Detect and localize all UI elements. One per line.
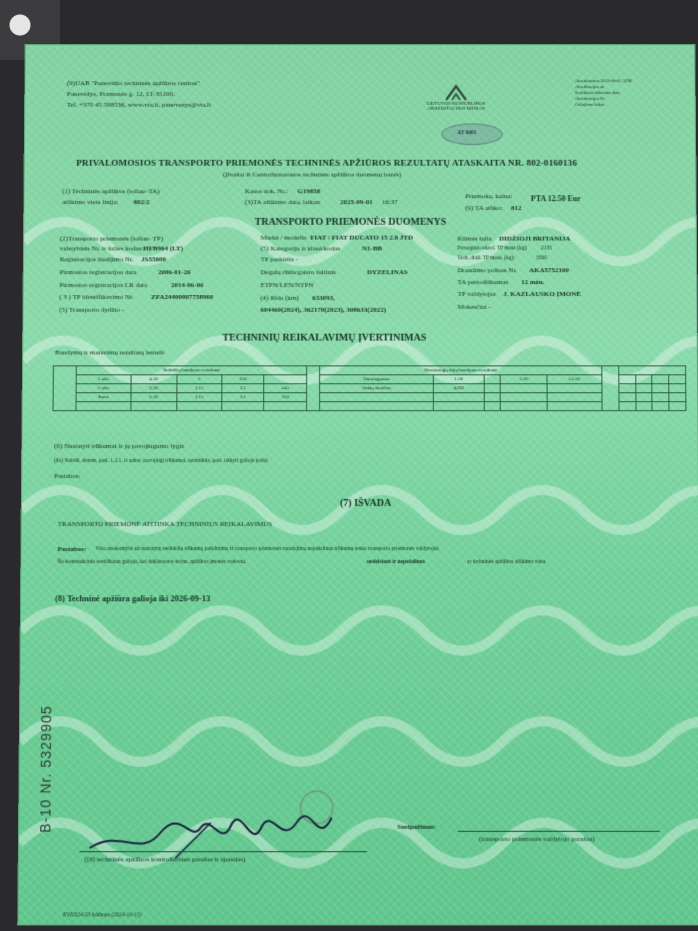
curb-mass-label: Pavarginio ekzol. TP masė (kg): <box>457 245 528 252</box>
brakes-cell: 250 <box>264 393 307 402</box>
lt-reg-date: 2014-06-06 <box>170 281 204 290</box>
remarks-label: Pastabos: <box>54 472 81 480</box>
odometer-history: 604460(2024), 362170(2023), 308633(2022) <box>260 305 386 314</box>
issuer-contacts: Tel. +370 45 508536, www.vta.lt, panevezys@vta.lt <box>66 100 212 109</box>
form-footer: KVI2024/20 leidimas (2024-10-15) <box>62 912 142 919</box>
conclusion-text: TRANSPORTO PRIEMONĖ ATITINKA TECHNINIUS REIKALAVIMUS <box>57 520 273 529</box>
station-line: 802/2 <box>133 198 150 207</box>
reg-label: (2)Transporto priemonės (toliau- TP) <box>59 234 164 243</box>
lt-reg-label: Pirmosios registracijos LR data <box>59 281 148 290</box>
odometer-label: (4) Rida (km) <box>260 293 299 302</box>
category-label: (5) Kategorija ir klasė/kodas <box>260 244 341 253</box>
authority-name-1: LIETUVOS RESPUBLIKOS <box>426 101 486 107</box>
accreditation-badge: AT 0001 <box>457 130 477 137</box>
brakes-cell: 3.1 <box>222 384 264 393</box>
receipt-label: Kasos dok. Nr.: <box>244 187 289 196</box>
inspector-label: (9) TA atliko: <box>465 204 503 212</box>
brakes-cell: 2.11 <box>177 384 223 393</box>
inspection-date: 2025-09-01 <box>340 198 373 207</box>
odometer: 633093, <box>312 293 335 302</box>
owner-signature-line <box>458 831 660 832</box>
country-label: Kilmės šalis <box>457 234 492 243</box>
requirements-heading: TECHNINIŲ REIKALAVIMŲ ĮVERTINIMAS <box>222 332 427 344</box>
period: 12 mėn. <box>521 278 545 287</box>
fees-label: Mokesčiai - <box>457 302 491 311</box>
purpose-label: TP paskirtis - <box>260 255 298 264</box>
emissions-cell: 4250 <box>434 384 484 393</box>
owner: J. KAZLAUSKO ĮMONĖ <box>503 290 581 298</box>
emissions-cell: Dūmingumas <box>320 375 434 384</box>
validity: (8) Techninė apžiūra galioja iki 2026-09-13 <box>55 593 211 604</box>
top-right-info <box>575 78 632 107</box>
reg-cert-label: Registracijos liudijimo Nr. <box>59 255 134 264</box>
station-line-label: atlikimo vieta linija: <box>62 198 119 207</box>
receipt-number: G19858 <box>297 187 321 196</box>
brakes-cell: 1 ašis <box>76 375 130 384</box>
insurance-number: AKA5752100 <box>529 266 569 275</box>
reg-cert: JS55800 <box>141 255 166 264</box>
issuer-address: Panevėžys, Pramonės g. 12, LT-35100, <box>66 90 175 98</box>
vehicle-heading: TRANSPORTO PRIEMONĖS DUOMENYS <box>254 216 447 228</box>
etpn-label: ETPN/LEN/NTPN <box>260 281 314 290</box>
reg-sub-label: valstybinis Nr. ir šalies kodas: <box>59 244 144 253</box>
first-reg-date: 2006-01-26 <box>158 268 191 277</box>
conclusion-note-text: Visa atsakomybė už nustatytų nedidelių trūkumų pašalinimą iš transporto priemonės naudojimą nepašalinus trūkumų tenka transporto priemonės valdytojui. <box>95 546 440 553</box>
brakes-cell <box>264 375 307 384</box>
brakes-cell: 2.50 <box>131 384 177 393</box>
brakes-cell: ≥45 <box>264 384 307 393</box>
test-results-table <box>53 365 687 411</box>
emissions-cell <box>484 375 501 384</box>
make-model: FIAT / FIAT DUCATO 15 2.8 JTD <box>310 233 413 242</box>
inspection-time: 16:37 <box>381 198 398 207</box>
emissions-cell: 1.00 <box>501 375 547 384</box>
serial-number: B-10 Nr. 5329905 <box>37 705 55 833</box>
reg-number: HFB964 (LT) <box>143 244 184 253</box>
inspector-code: 812 <box>510 204 522 212</box>
emissions-cell: ≤1.00 <box>547 375 602 384</box>
conclusion-note-text-3: ar techninės apžiūros atlikimo vieta <box>467 559 546 566</box>
inspector-signature-line <box>79 851 367 852</box>
brakes-cell: 3.1 <box>222 393 264 402</box>
max-mass-label: Tech. didž. TP masė, (kg): <box>457 255 515 262</box>
report-subtitle: (Įbrašai iš Centralizuotosios techninės apžiūros duomenų bazės) <box>223 170 402 179</box>
brakes-cell: 250 <box>222 375 264 384</box>
country: DIDŽIOJI BRITANIJA <box>499 234 571 243</box>
defects-label: (6) Nustatyti trūkumai ir jų pavojingumo lygis <box>54 442 185 451</box>
vin: ZFA24400007758960 <box>150 292 214 301</box>
period-label: TA periodiškumas <box>457 278 509 287</box>
agreement-label: Susipažinau: <box>397 822 437 831</box>
conclusion-heading: (7) IŠVADA <box>339 497 392 510</box>
owner-label: TP valdytojas <box>457 290 496 298</box>
inspector-signature-caption: ((9) techninės apžiūros kontrolieriaus parašas ir spaudas) <box>84 855 246 864</box>
fuel: DYZELINAS <box>366 268 408 277</box>
brakes-cell: 2.50 <box>130 393 176 402</box>
vin-label: ( 3 ) TP identifikavimo Nr. <box>59 292 134 301</box>
accreditation-emblem-icon <box>443 82 469 102</box>
station-label: (1) Techninės apžiūros (toliau–TA) <box>62 187 160 196</box>
price: PTA 12.50 Eur <box>530 194 581 204</box>
inspection-report-sheet <box>18 45 698 925</box>
conclusion-note-bold: nedelsiant ir nepašalinus <box>367 559 426 566</box>
max-mass: 3500 <box>536 255 547 262</box>
top-right-line: Akreditacijos sk. <box>574 84 606 90</box>
emissions-cell: 1.00 <box>434 375 484 384</box>
brakes-cell: 4.50 <box>131 375 177 384</box>
brakes-cell: 1 <box>177 375 222 384</box>
brakes-header: Stabdžių bandymo rezultatai <box>76 366 306 375</box>
issuer-name: (9)UAB "Panevėžio techninės apžiūros centras" <box>66 79 201 88</box>
owner-signature-caption: (transporto priemonės valdytojo parašas) <box>479 834 595 844</box>
report-title: PRIVALOMOSIOS TRANSPORTO PRIEMONĖS TECHNINĖS APŽIŪROS REZULTATŲ ATASKAITA NR. 802-0160136 <box>76 157 578 168</box>
price-label: Priemoka, kaina: <box>465 192 513 201</box>
tests-label: Bandymų ir matavimų rezultatų lentelė <box>54 348 165 357</box>
top-right-line: Sertifikato išdavimo data <box>574 90 620 95</box>
vehicle-size-label: (5) Transporto dydžio - <box>59 305 125 314</box>
brakes-cell: 2 ašis <box>76 384 130 393</box>
brakes-cell: Ratai <box>76 393 130 402</box>
top-right-line: Akreditavimo 2022-06-01 ATM <box>574 78 632 84</box>
conclusion-note-label: Pastabos: <box>57 545 87 554</box>
make-label: Markė / modelis <box>260 233 307 242</box>
top-right-line: Akreditacijos Nr. <box>574 95 606 101</box>
top-right-line: Galiojimo laikas <box>574 101 605 107</box>
fuel-label: Degalų rūšis/gaisro šaltinis <box>260 268 336 277</box>
curb-mass: 2135 <box>540 245 552 252</box>
first-reg-label: Pirmosios registracijos data <box>59 268 137 277</box>
brakes-cell: 2.11 <box>177 393 223 402</box>
category: N1-BB <box>361 244 383 253</box>
emissions-cell: Sūkių skaičius <box>320 384 434 393</box>
emissions-header: Išmetamųjų dujų bandymo rezultatai <box>320 366 602 375</box>
authority-name-2: AKREDITACIJOS BIURAS <box>427 106 485 112</box>
insurance-label: Draudimo polisas Nr. <box>457 266 518 275</box>
defects-line: (6a) Stabdž. sistem. pasl. 1.2.1. ir ankst. pavojingi trūkumai, neatitiktis, pasl. taikyti galioja įrašai <box>54 458 268 465</box>
conclusion-note-text-2: Šis konstrukcinis sertifikatas galioja, kai deklaruotos techn. apžiūros įmonės vadovui, <box>57 559 247 566</box>
inspection-date-label: (3)TA atlikimo data, laikas: <box>244 198 322 207</box>
